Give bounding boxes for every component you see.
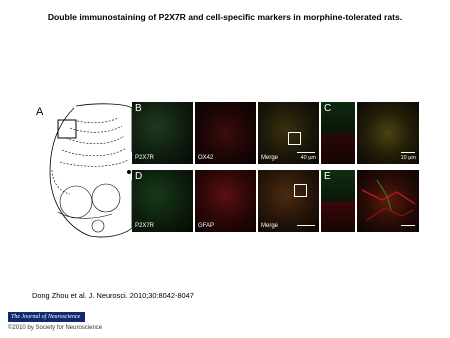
processes-overlay xyxy=(357,170,419,232)
panel-label-b: B xyxy=(135,103,142,114)
spinal-cord-diagram xyxy=(46,102,134,239)
panel-d-merge xyxy=(258,170,319,232)
label-p2x7r-2: P2X7R xyxy=(135,223,155,229)
label-merge: Merge xyxy=(261,155,279,161)
panel-e-small xyxy=(321,170,355,232)
figure-title: Double immunostaining of P2X7R and cell-specific markers in morphine-tolerated rats. xyxy=(47,12,403,22)
scale-bar xyxy=(401,152,415,153)
panel-label-e: E xyxy=(324,171,331,182)
scale-bar xyxy=(297,152,315,153)
inset-box xyxy=(288,132,301,145)
copyright: ©2010 by Society for Neuroscience xyxy=(8,325,103,331)
panel-b-p2x7r xyxy=(132,102,193,164)
label-merge-2: Merge xyxy=(261,223,279,229)
panel-b-merge xyxy=(258,102,319,164)
scale-label-40: 40 µm xyxy=(300,155,316,161)
scale-label-10: 10 µm xyxy=(400,155,416,161)
scale-bar xyxy=(401,225,415,226)
panel-label-d: D xyxy=(135,171,143,182)
journal-logo: The Journal of Neuroscience xyxy=(8,312,85,322)
panel-d-gfap xyxy=(195,170,256,232)
panel-d-p2x7r xyxy=(132,170,193,232)
figure xyxy=(32,96,427,241)
panel-c-zoom xyxy=(357,102,419,164)
panel-label-a: A xyxy=(36,106,44,118)
panel-label-c: C xyxy=(324,103,332,114)
panel-c-small xyxy=(321,102,355,164)
label-p2x7r: P2X7R xyxy=(135,155,155,161)
panel-e-zoom xyxy=(357,170,419,232)
inset-box xyxy=(294,184,307,197)
label-ox42: OX42 xyxy=(198,155,214,161)
scale-bar xyxy=(297,225,315,226)
citation: Dong Zhou et al. J. Neurosci. 2010;30:8042-8047 xyxy=(32,291,194,300)
label-gfap: GFAP xyxy=(198,223,215,229)
panel-b-ox42 xyxy=(195,102,256,164)
